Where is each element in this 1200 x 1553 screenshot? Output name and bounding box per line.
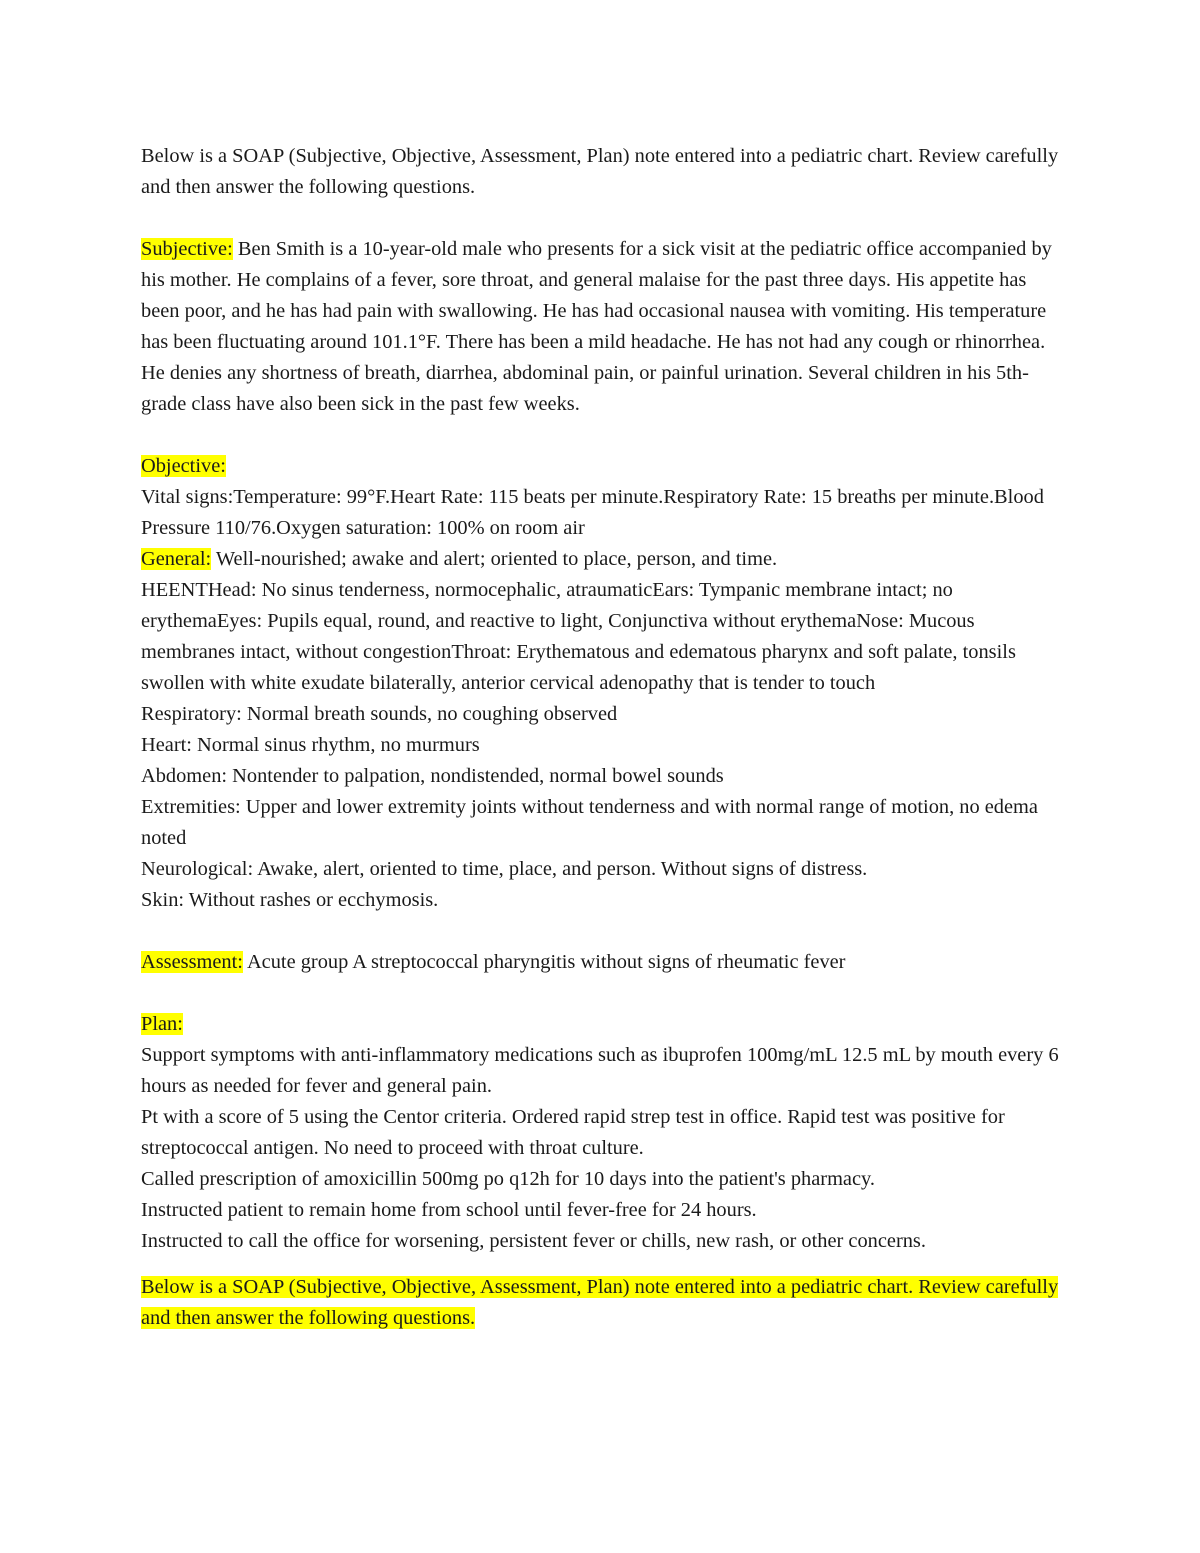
document-body bbox=[141, 141, 1066, 1334]
assessment-label: Assessment: bbox=[141, 951, 243, 973]
subjective-label: Subjective: bbox=[141, 238, 233, 260]
spacer bbox=[141, 203, 1066, 234]
spacer bbox=[141, 420, 1066, 451]
plan-item: Called prescription of amoxicillin 500mg po q12h for 10 days into the patient's pharmacy. bbox=[141, 1168, 875, 1190]
repeat-intro-text: Below is a SOAP (Subjective, Objective, Assessment, Plan) note entered into a pediatric chart. Review carefully and then answer the following questions. bbox=[141, 1276, 1059, 1329]
general-text: Well-nourished; awake and alert; oriented to place, person, and time. bbox=[211, 548, 778, 570]
plan-item: Support symptoms with anti-inflammatory medications such as ibuprofen 100mg/mL 12.5 mL by mouth every 6 hours as needed for fever and general pain. bbox=[141, 1044, 1059, 1097]
spacer bbox=[141, 978, 1066, 1009]
skin-exam: Skin: Without rashes or ecchymosis. bbox=[141, 889, 439, 911]
intro-paragraph: Below is a SOAP (Subjective, Objective, Assessment, Plan) note entered into a pediatric chart. Review carefully and then answer the following questions. bbox=[141, 145, 1059, 198]
objective-heading bbox=[141, 451, 1066, 482]
abdomen-exam: Abdomen: Nontender to palpation, nondistended, normal bowel sounds bbox=[141, 765, 724, 787]
plan-item: Instructed to call the office for worsening, persistent fever or chills, new rash, or other concerns. bbox=[141, 1230, 926, 1252]
extremities-exam: Extremities: Upper and lower extremity joints without tenderness and with normal range of motion, no edema noted bbox=[141, 796, 1038, 849]
plan-item: Pt with a score of 5 using the Centor criteria. Ordered rapid strep test in office. Rapid test was positive for streptococcal antigen. No need to proceed with throat culture. bbox=[141, 1106, 1005, 1159]
assessment-paragraph bbox=[141, 947, 1066, 978]
spacer bbox=[141, 916, 1066, 947]
repeat-intro-paragraph bbox=[141, 1272, 1066, 1334]
plan-heading bbox=[141, 1009, 1066, 1040]
respiratory-exam: Respiratory: Normal breath sounds, no coughing observed bbox=[141, 703, 618, 725]
spacer bbox=[141, 1257, 1066, 1272]
assessment-text: Acute group A streptococcal pharyngitis without signs of rheumatic fever bbox=[242, 951, 846, 973]
general-exam bbox=[141, 544, 1066, 575]
general-label: General: bbox=[141, 548, 212, 570]
heent-exam: HEENTHead: No sinus tenderness, normocephalic, atraumaticEars: Tympanic membrane intact; no erythemaEyes: Pupils equal, round, and reactive to light, Conjunctiva without erythemaNose: Mucous membranes intact, without congestionThroat: Erythematous and edematous pharynx and soft palate, tonsils swollen with white exudate bilaterally, anterior cervical adenopathy that is tender to touch bbox=[141, 579, 1016, 694]
heart-exam: Heart: Normal sinus rhythm, no murmurs bbox=[141, 734, 480, 756]
neurological-exam: Neurological: Awake, alert, oriented to time, place, and person. Without signs of distress. bbox=[141, 858, 868, 880]
subjective-text: Ben Smith is a 10-year-old male who presents for a sick visit at the pediatric office accompanied by his mother. He complains of a fever, sore throat, and general malaise for the past three days. His appetite has been poor, and he has had pain with swallowing. He has had occasional nausea with vomiting. His temperature has been fluctuating around 101.1°F. There has been a mild headache. He has not had any cough or rhinorrhea. He denies any shortness of breath, diarrhea, abdominal pain, or painful urination. Several children in his 5th-grade class have also been sick in the past few weeks. bbox=[141, 238, 1052, 415]
vital-signs: Vital signs:Temperature: 99°F.Heart Rate: 115 beats per minute.Respiratory Rate: 15 breaths per minute.Blood Pressure 110/76.Oxygen saturation: 100% on room air bbox=[141, 486, 1044, 539]
subjective-paragraph bbox=[141, 234, 1066, 420]
plan-item: Instructed patient to remain home from school until fever-free for 24 hours. bbox=[141, 1199, 757, 1221]
plan-label: Plan: bbox=[141, 1013, 183, 1035]
objective-label: Objective: bbox=[141, 455, 226, 477]
